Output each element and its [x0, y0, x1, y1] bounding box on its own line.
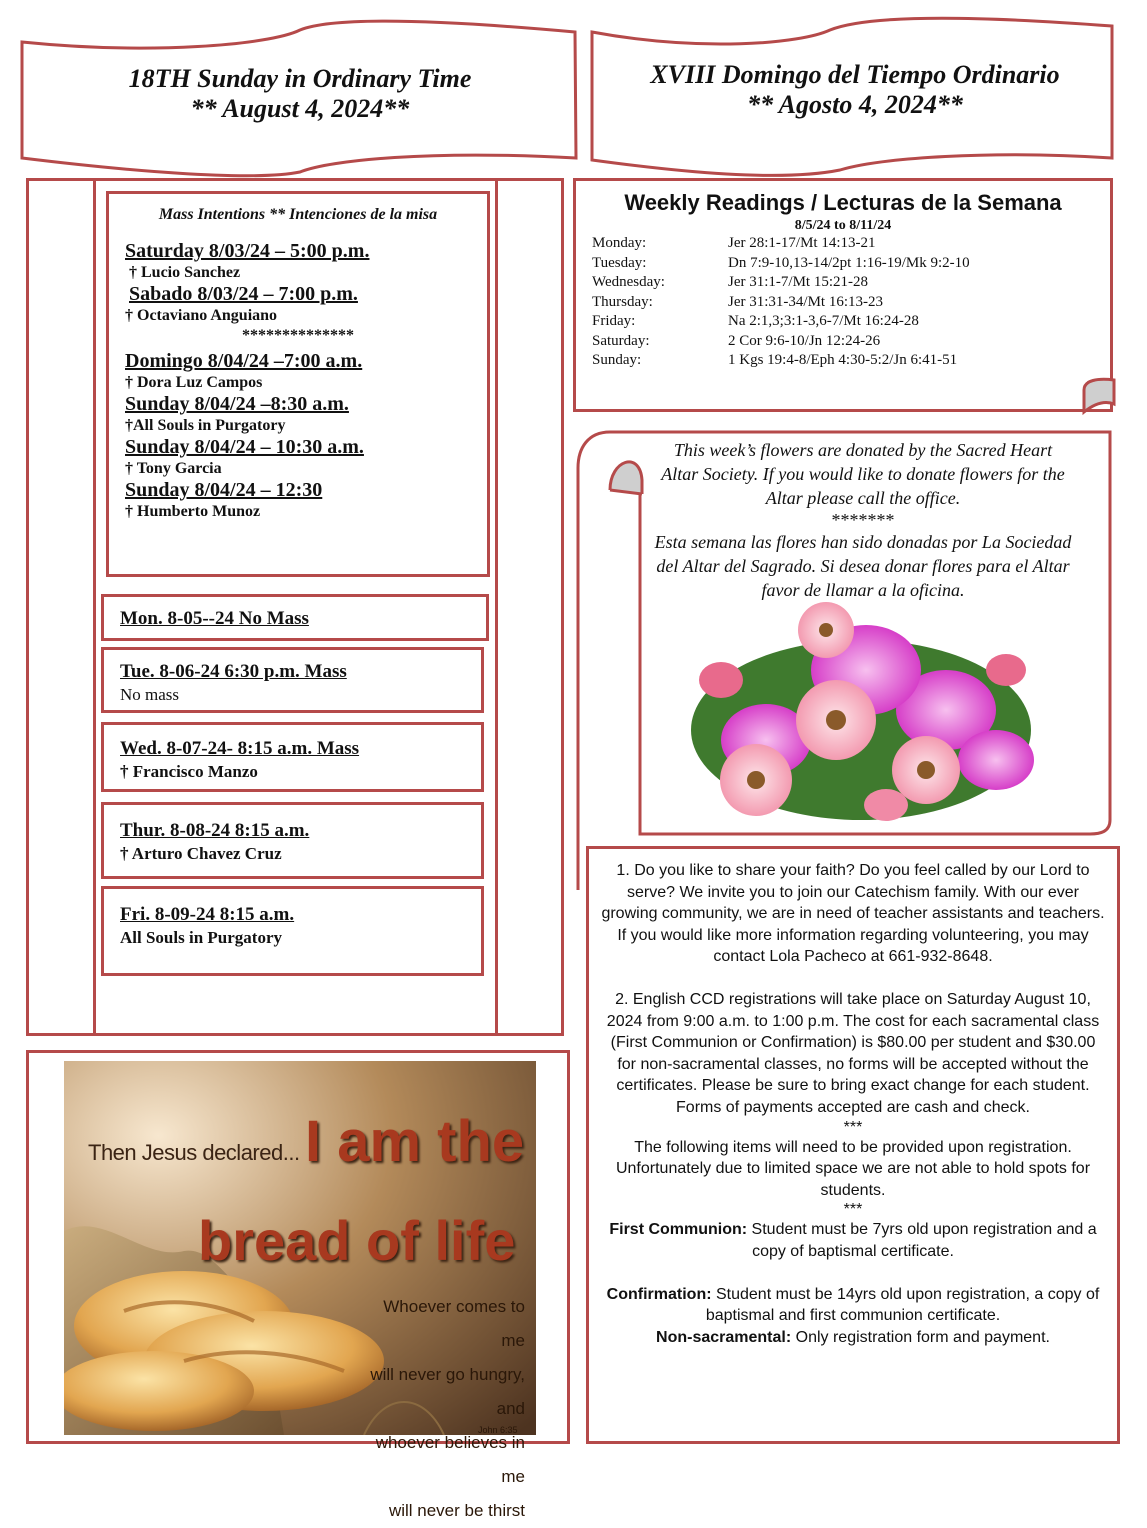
first-communion-label: First Communion: — [609, 1221, 748, 1239]
non-sacramental-text: Only registration form and payment. — [791, 1328, 1050, 1346]
weekday-mass-heading: Tue. 8-06-24 6:30 p.m. Mass — [120, 661, 347, 682]
notice-first-communion — [600, 1219, 1106, 1262]
weekday-mass-detail: † Francisco Manzo — [120, 762, 258, 781]
mass-heading: Saturday 8/03/24 – 5:00 p.m. — [125, 240, 370, 262]
header-spanish — [630, 60, 1080, 120]
reading-row — [592, 333, 1106, 353]
flowers-separator: ******* — [831, 510, 895, 530]
flowers-english: This week’s flowers are donated by the Sacred Heart Altar Society. If you would like to donate flowers for the Altar please call the office. — [661, 440, 1065, 508]
header-spanish-date: ** Agosto 4, 2024** — [747, 90, 963, 119]
non-sacramental-label: Non-sacramental: — [656, 1328, 792, 1346]
mass-heading: Sunday 8/04/24 –8:30 a.m. — [125, 393, 349, 415]
reading-row — [592, 235, 1106, 255]
mass-intention-name: † Octaviano Anguiano — [125, 307, 278, 324]
confirmation-label: Confirmation: — [606, 1285, 712, 1303]
header-english — [60, 64, 540, 124]
mass-heading: Sunday 8/04/24 – 10:30 a.m. — [125, 436, 364, 458]
reading-row — [592, 352, 1106, 372]
mass-intention-name: † Tony Garcia — [125, 460, 222, 477]
reading-row — [592, 294, 1106, 314]
mass-intention-name: † Dora Luz Campos — [125, 374, 263, 391]
reading-ref: Na 2:1,3;3:1-3,6-7/Mt 16:24-28 — [728, 313, 919, 329]
reading-ref: 2 Cor 9:6-10/Jn 12:24-26 — [728, 332, 881, 349]
reading-ref: 1 Kgs 19:4-8/Eph 4:30-5:2/Jn 6:41-51 — [728, 352, 958, 368]
mass-intention-name: †All Souls in Purgatory — [125, 417, 286, 434]
weekday-mass-box — [101, 594, 489, 641]
flowers-spanish: Esta semana las flores han sido donadas por La Sociedad del Altar del Sagrado. Si desea donar flores para el Altar favor de llamar a la oficina. — [654, 532, 1072, 600]
flowers-text-block — [654, 438, 1072, 602]
bread-verse-line: will never go hungry, and — [370, 1365, 525, 1418]
flower-bouquet-image — [676, 600, 1046, 828]
weekday-mass-box — [101, 802, 484, 879]
left-column-divider — [93, 178, 96, 1036]
scroll-curl-icon — [1078, 376, 1122, 416]
weekday-mass-heading: Mon. 8-05--24 No Mass — [120, 608, 309, 629]
bread-verse-line: will never be thirst — [388, 1501, 525, 1520]
weekday-mass-detail: † Arturo Chavez Cruz — [120, 844, 282, 863]
reading-day: Friday: — [592, 313, 636, 329]
mass-heading: Sunday 8/04/24 – 12:30 — [125, 479, 323, 501]
notice-separator: *** — [843, 1118, 863, 1136]
notice-separator: *** — [843, 1201, 863, 1219]
bread-verse — [360, 1290, 525, 1528]
readings-list — [592, 235, 1106, 372]
weekday-mass-heading: Thur. 8-08-24 8:15 a.m. — [120, 820, 310, 841]
first-communion-text: Student must be 7yrs old upon registration and a copy of baptismal certificate. — [747, 1221, 1097, 1260]
mass-intentions-title: Mass Intentions ** Intenciones de la misa — [158, 206, 438, 223]
reading-day: Monday: — [592, 235, 647, 251]
bread-caption-big-line1: I am the — [305, 1109, 525, 1174]
notice-confirmation — [600, 1284, 1106, 1327]
notice-ccd-registration: 2. English CCD registrations will take place on Saturday August 10, 2024 from 9:00 a.m. to 1:00 p.m. The cost for each sacramental class (First Communion or Confirmation) is $80.00 per student and $30.00 for non-sacramental classes, no forms will be accepted without the certificates. Please be sure to bring exact change for each student. Forms of payments accepted are cash and check. — [606, 990, 1100, 1116]
reading-day: Sunday: — [592, 352, 642, 368]
notices-content — [600, 860, 1106, 1348]
mass-intention-name: † Humberto Munoz — [125, 503, 261, 520]
bread-citation: John 6:35 — [478, 1425, 518, 1435]
reading-row — [592, 274, 1106, 294]
readings-range: 8/5/24 to 8/11/24 — [794, 218, 892, 233]
bread-verse-line: whoever believes in me — [375, 1433, 525, 1486]
weekday-mass-heading: Fri. 8-09-24 8:15 a.m. — [120, 904, 295, 925]
reading-day: Saturday: — [592, 332, 650, 349]
weekday-mass-box — [101, 647, 484, 713]
weekday-mass-detail: No mass — [120, 685, 180, 704]
reading-ref: Jer 31:1-7/Mt 15:21-28 — [728, 274, 868, 290]
header-english-date: ** August 4, 2024** — [190, 94, 410, 123]
reading-ref: Jer 28:1-17/Mt 14:13-21 — [728, 235, 876, 251]
reading-row — [592, 313, 1106, 333]
mass-heading: Domingo 8/04/24 –7:00 a.m. — [125, 350, 363, 372]
mass-heading: Sabado 8/03/24 – 7:00 p.m. — [129, 283, 358, 305]
weekday-mass-box — [101, 886, 484, 976]
reading-day: Tuesday: — [592, 254, 647, 271]
bread-caption-big-line2: bread of life — [198, 1209, 516, 1272]
weekday-mass-detail: All Souls in Purgatory — [120, 928, 282, 947]
reading-ref: Dn 7:9-10,13-14/2pt 1:16-19/Mk 9:2-10 — [728, 254, 970, 271]
notice-requirements: The following items will need to be provided upon registration. Unfortunately due to limited space we are not able to hold spots for students. — [615, 1138, 1091, 1199]
readings-title: Weekly Readings / Lecturas de la Semana — [624, 190, 1062, 215]
mass-intention-name: † Lucio Sanchez — [129, 264, 241, 281]
bread-caption-small: Then Jesus declared... — [88, 1140, 300, 1165]
left-column-divider — [495, 178, 498, 1036]
bread-verse-line: Whoever comes to me — [383, 1297, 525, 1350]
reading-row — [592, 255, 1106, 275]
reading-ref: Jer 31:31-34/Mt 16:13-23 — [728, 293, 883, 310]
notice-non-sacramental — [600, 1327, 1106, 1349]
weekday-mass-heading: Wed. 8-07-24- 8:15 a.m. Mass — [120, 738, 360, 759]
reading-day: Wednesday: — [592, 274, 665, 290]
header-spanish-title: XVIII Domingo del Tiempo Ordinario — [650, 60, 1060, 89]
header-english-title: 18TH Sunday in Ordinary Time — [128, 64, 472, 93]
mass-separator: ************** — [242, 327, 354, 344]
mass-intentions-box — [106, 191, 490, 577]
notice-catechism: 1. Do you like to share your faith? Do you feel called by our Lord to serve? We invite you to join our Catechism family. With our ever growing community, we are in need of teacher assistants and teachers. If you would like more information regarding volunteering, you may contact Lola Pacheco at 661-932-8648. — [601, 862, 1105, 966]
weekday-mass-box — [101, 722, 484, 792]
reading-day: Thursday: — [592, 293, 653, 310]
confirmation-text: Student must be 14yrs old upon registration, a copy of baptismal and first communion certificate. — [705, 1285, 1100, 1325]
readings-content — [580, 190, 1106, 372]
